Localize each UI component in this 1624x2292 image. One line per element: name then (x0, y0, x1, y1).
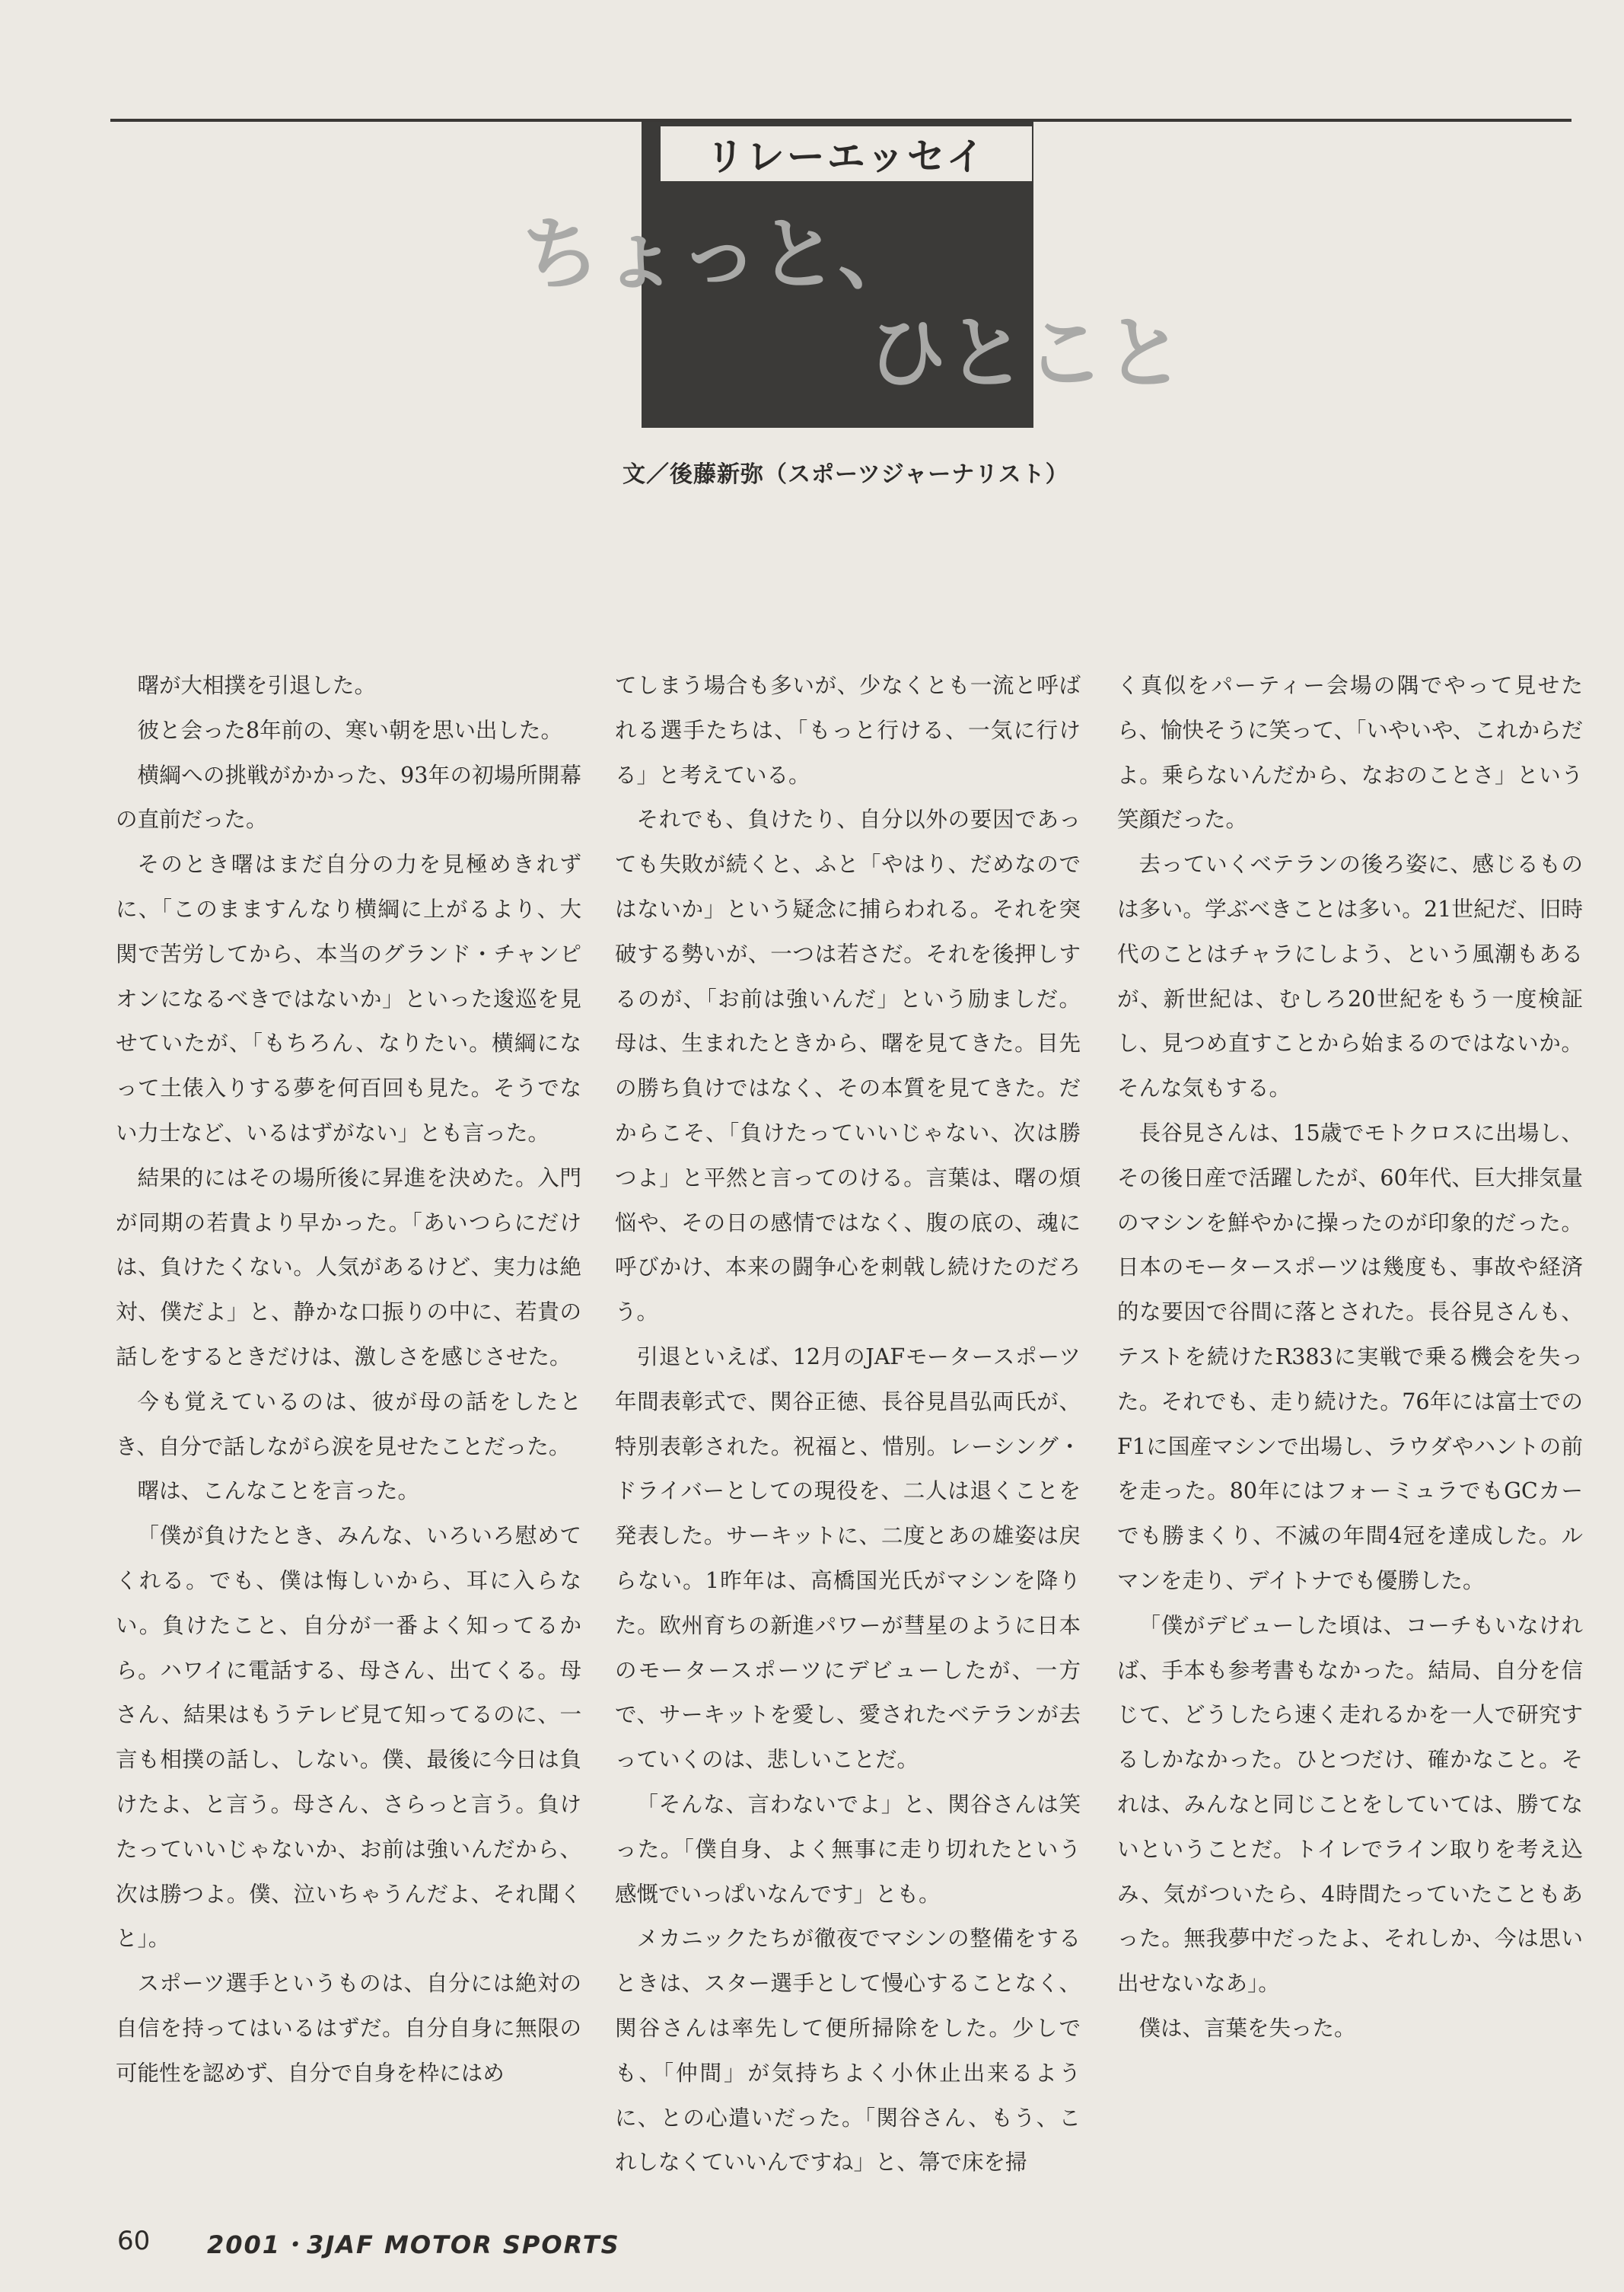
article-column-2 (615, 664, 1081, 2185)
article-column-1 (116, 664, 581, 2096)
paragraph: 「僕がデビューした頃は、コーチもいなければ、手本も参考書もなかった。結局、自分を信じて、どうしたら速く走れるかを一人で研究するしかなかった。ひとつだけ、確かなこと。それは、みんなと同じことをしていては、勝てないということだ。トイレでライン取りを考え込み、気がついたら、4時間たっていたこともあった。無我夢中だったよ、それしか、今は思い出せないなあ」。 (1117, 1612, 1583, 1997)
paragraph: 去っていくベテランの後ろ姿に、感じるものは多い。学ぶべきことは多い。21世紀だ、旧時代のことはチャラにしよう、という風潮もあるが、新世紀は、むしろ20世紀をもう一度検証し、見つめ直すことから始まるのではないか。そんな気もする。 (1117, 852, 1583, 1101)
paragraph: く真似をパーティー会場の隅でやって見せたら、愉快そうに笑って、「いやいや、これからだよ。乗らないんだから、なおのことさ」という笑顔だった。 (1117, 673, 1583, 833)
paragraph: 結果的にはその場所後に昇進を決めた。入門が同期の若貴より早かった。「あいつらにだけは、負けたくない。人気があるけど、実力は絶対、僕だよ」と、静かな口振りの中に、若貴の話しをするときだけは、激しさを感じさせた。 (116, 1165, 581, 1369)
paragraph: 曙が大相撲を引退した。 (137, 673, 377, 698)
article-title-line-2: ひとこと (868, 307, 1185, 400)
paragraph: 横綱への挑戦がかかった、93年の初場所開幕の直前だった。 (116, 762, 581, 833)
byline: 文／後藤新弥（スポーツジャーナリスト） (623, 461, 1069, 488)
paragraph: 長谷見さんは、15歳でモトクロスに出場し、その後日産で活躍したが、60年代、巨大排気量のマシンを鮮やかに操ったのが印象的だった。日本のモータースポーツは幾度も、事故や経済的な要因で谷間に落とされた。長谷見さんも、テストを続けたR383に実戦で乗る機会を失った。それでも、走り続けた。76年には富士でのF1に国産マシンで出場し、ラウダやハントの前を走った。80年にはフォーミュラでもGCカーでも勝まくり、不滅の年間4冠を達成した。ルマンを走り、デイトナでも優勝した。 (1117, 1120, 1583, 1593)
paragraph: てしまう場合も多いが、少なくとも一流と呼ばれる選手たちは、「もっと行ける、一気に行ける」と考えている。 (615, 673, 1081, 788)
paragraph: 曙は、こんなことを言った。 (137, 1478, 420, 1504)
paragraph: メカニックたちが徹夜でマシンの整備をするときは、スター選手として慢心することなく、関谷さんは率先して便所掃除をした。少しでも、「仲間」が気持ちよく小休止出来るように、との心遣いだった。「関谷さん、もう、これしなくていいんですね」と、箒で床を掃 (615, 1926, 1081, 2176)
article-column-3 (1117, 664, 1583, 2051)
paragraph: 「僕が負けたとき、みんな、いろいろ慰めてくれる。でも、僕は悔しいから、耳に入らない。負けたこと、自分が一番よく知ってるから。ハワイに電話する、母さん、出てくる。母さん、結果はもうテレビ見て知ってるのに、一言も相撲の話し、しない。僕、最後に今日は負けたよ、と言う。母さん、さらっと言う。負けたっていいじゃないか、お前は強いんだから、次は勝つよ。僕、泣いちゃうんだよ、それ聞くと」。 (116, 1523, 581, 1952)
paragraph: 僕は、言葉を失った。 (1138, 2015, 1356, 2041)
paragraph: それでも、負けたり、自分以外の要因であっても失敗が続くと、ふと「やはり、だめなのではないか」という疑念に捕らわれる。それを突破する勢いが、一つは若さだ。それを後押しするのが、「お前は強いんだ」という励ましだ。母は、生まれたときから、曙を見てきた。目先の勝ち負けではなく、その本質を見てきた。だからこそ、「負けたっていいじゃない、次は勝つよ」と平然と言ってのける。言葉は、曙の煩悩や、その日の感情ではなく、腹の底の、魂に呼びかけ、本来の闘争心を刺戟し続けたのだろう。 (615, 807, 1081, 1325)
magazine-name: 2001・3JAF MOTOR SPORTS (207, 2230, 620, 2259)
paragraph: 彼と会った8年前の、寒い朝を思い出した。 (137, 717, 562, 743)
series-kicker: リレーエッセイ (705, 135, 987, 179)
paragraph: 引退といえば、12月のJAFモータースポーツ年間表彰式で、関谷正徳、長谷見昌弘両氏が、特別表彰された。祝福と、惜別。レーシング・ドライバーとしての現役を、二人は退くことを発表した。サーキットに、二度とあの雄姿は戻らない。1昨年は、高橋国光氏がマシンを降りた。欧州育ちの新進パワーが彗星のように日本のモータースポーツにデビューしたが、一方で、サーキットを愛し、愛されたベテランが去っていくのは、悲しいことだ。 (615, 1344, 1081, 1773)
paragraph: 今も覚えているのは、彼が母の話をしたとき、自分で話しながら涙を見せたことだった。 (116, 1388, 581, 1459)
paragraph: そのとき曙はまだ自分の力を見極めきれずに、「このまますんなり横綱に上がるより、大関で苦労してから、本当のグランド・チャンピオンになるべきではないか」といった逡巡を見せていたが、「もちろん、なりたい。横綱になって土俵入りする夢を何百回も見た。そうでない力士など、いるはずがない」とも言った。 (116, 852, 581, 1146)
series-kicker-band (661, 126, 1032, 181)
paragraph: スポーツ選手というものは、自分には絶対の自信を持ってはいるはずだ。自分自身に無限の可能性を認めず、自分で自身を枠にはめ (116, 1971, 581, 2086)
paragraph: 「そんな、言わないでよ」と、関谷さんは笑った。「僕自身、よく無事に走り切れたという感慨でいっぱいなんです」とも。 (615, 1791, 1081, 1907)
page-number: 60 (117, 2226, 151, 2256)
article-title-line-1: ちょっと、 (521, 208, 918, 301)
